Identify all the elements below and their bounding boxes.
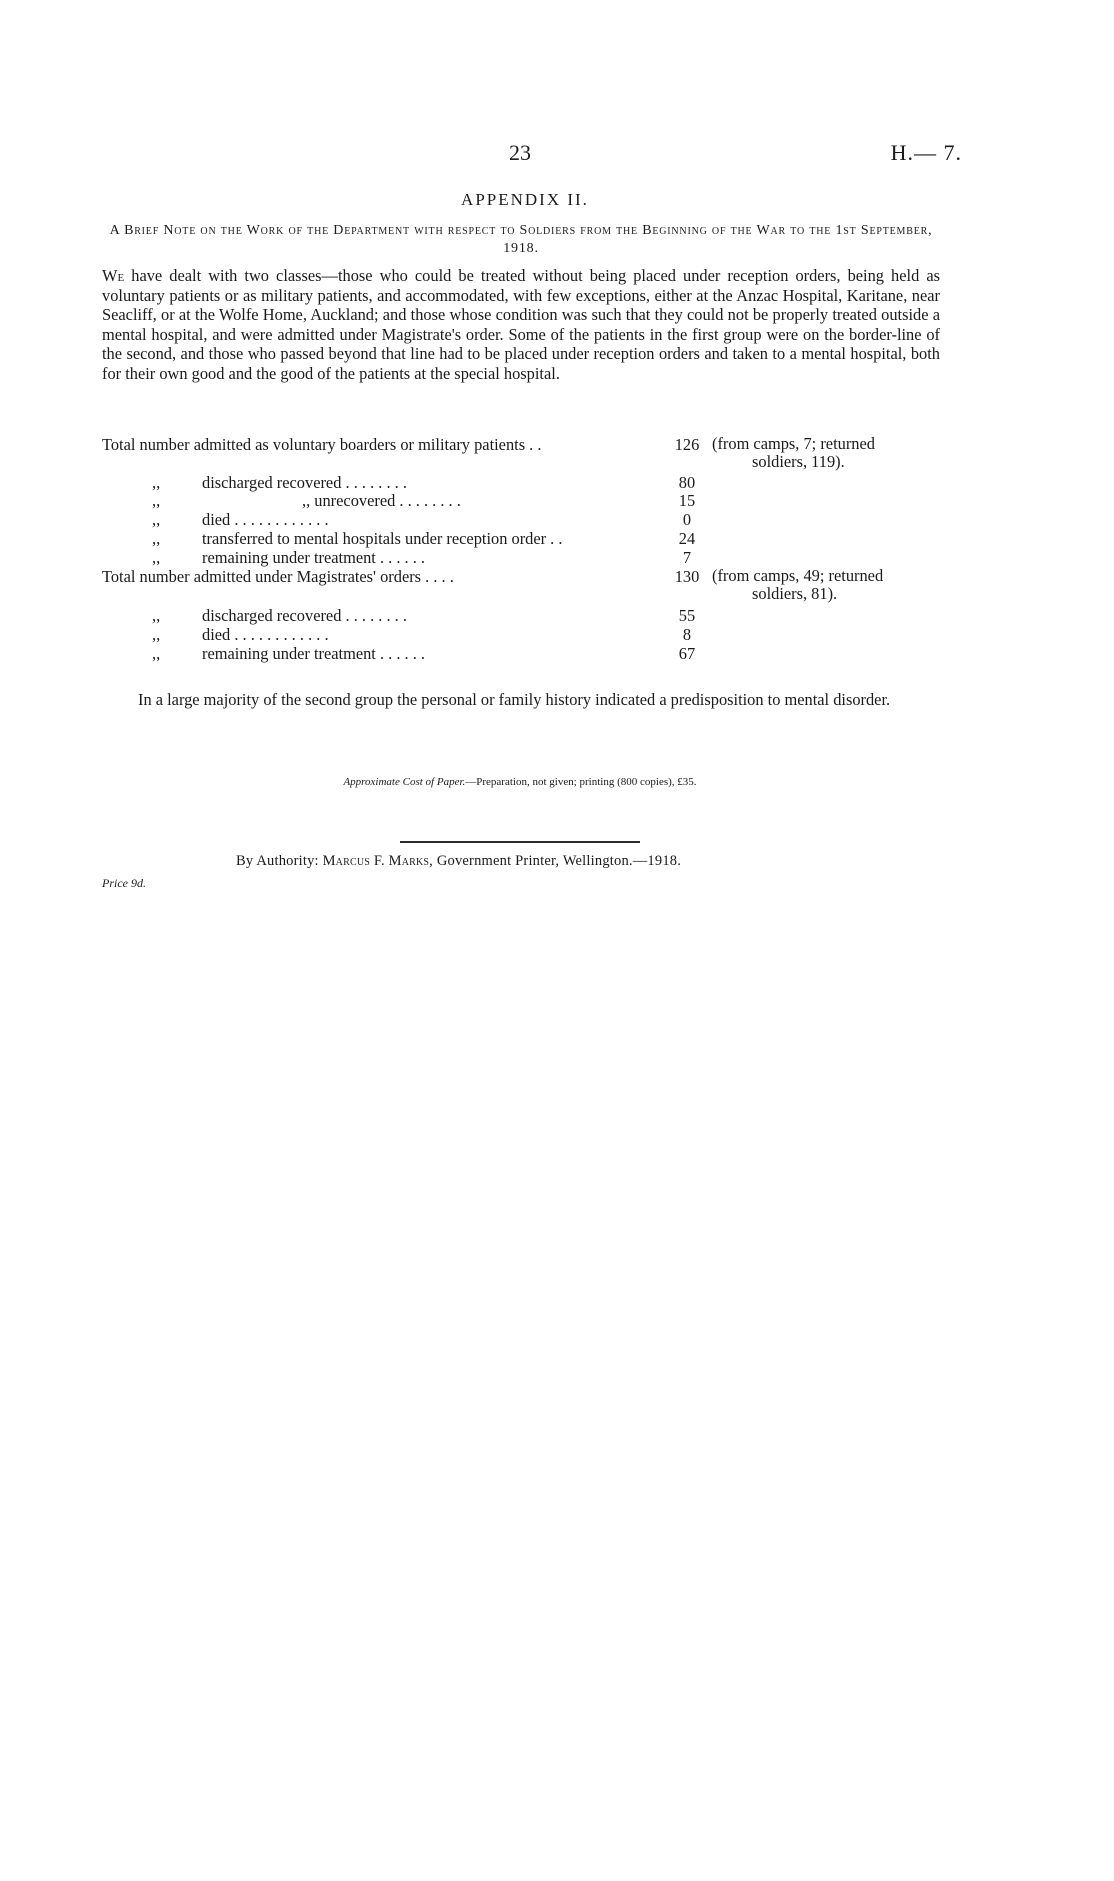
row-value: 80 — [678, 473, 696, 492]
ditto-mark: ,, — [152, 510, 161, 529]
table-row — [102, 491, 722, 511]
row-label: ,, unrecovered . . . . . . . . — [302, 491, 461, 510]
ditto-mark: ,, — [152, 548, 161, 567]
magistrates-total-value: 130 — [674, 567, 700, 586]
cost-text: —Preparation, not given; printing (800 copies), £35. — [465, 776, 697, 788]
intro-paragraph — [102, 266, 940, 384]
row-label: remaining under treatment . . . . . . — [202, 644, 426, 663]
magistrates-total-label: Total number admitted under Magistrates' orders . . . . — [102, 567, 454, 586]
table-row — [102, 473, 722, 493]
voluntary-total-row — [102, 434, 940, 471]
ditto-mark: ,, — [152, 606, 161, 625]
table-row — [102, 644, 722, 664]
row-label: died . . . . . . . . . . . . — [202, 510, 329, 529]
row-value: 15 — [678, 491, 696, 510]
note-title: A Brief Note on the Work of the Department with respect to Soldiers from the Beginning of the War to the 1st September, 1918. — [109, 223, 933, 256]
magistrates-note-line1: (from camps, 49; returned — [712, 566, 884, 585]
table-row — [102, 529, 722, 549]
table-row — [102, 548, 722, 568]
appendix-title: APPENDIX II. — [461, 190, 589, 209]
row-label: discharged recovered . . . . . . . . — [202, 606, 407, 625]
row-value: 0 — [682, 510, 692, 529]
page-number: 23 — [509, 140, 531, 165]
voluntary-total-value: 126 — [674, 435, 700, 454]
printer-name: Marcus F. Marks, — [322, 853, 434, 869]
row-value: 7 — [682, 548, 692, 567]
authority-prefix: By Authority: — [236, 853, 319, 869]
magistrates-note-line2: soldiers, 81). — [752, 584, 838, 603]
table-row — [102, 625, 722, 645]
intro-lead-word: We — [102, 266, 125, 285]
row-value: 24 — [678, 529, 696, 548]
magistrates-total-note — [712, 567, 940, 603]
ditto-mark: ,, — [152, 491, 161, 510]
authority-suffix: Government Printer, Wellington.—1918. — [436, 853, 682, 869]
magistrates-total-row — [102, 566, 940, 603]
voluntary-note-line2: soldiers, 119). — [752, 452, 845, 471]
row-label: transferred to mental hospitals under reception order . . — [202, 529, 563, 548]
row-label: discharged recovered . . . . . . . . — [202, 473, 407, 492]
ditto-mark: ,, — [152, 473, 161, 492]
voluntary-total-label: Total number admitted as voluntary boarders or military patients . . — [102, 435, 542, 454]
voluntary-note-line1: (from camps, 7; returned — [712, 434, 875, 453]
row-label: died . . . . . . . . . . . . — [202, 625, 329, 644]
printer-authority — [236, 853, 681, 870]
cost-of-paper-note — [0, 776, 1040, 788]
row-value: 8 — [682, 625, 692, 644]
row-value: 55 — [678, 606, 696, 625]
document-reference: H.— 7. — [890, 140, 962, 165]
row-label: remaining under treatment . . . . . . — [202, 548, 426, 567]
conclusion-paragraph: In a large majority of the second group the personal or family history indicated a predisposition to mental disorder. — [138, 690, 891, 709]
ditto-mark: ,, — [152, 529, 161, 548]
intro-text: have dealt with two classes—those who could be treated without being placed under reception orders, being held as voluntary patients or as military patients, and accommodated, with few exceptions, either at the Anzac Hospital, Karitane, near Seacliff, or at the Wolfe Home, Auckland; and those whose condition was such that they could not be properly treated outside a mental hospital, and were admitted under Magistrate's order. Some of the patients in the first group were on the border-line of the second, and those who passed beyond that line had to be placed under reception orders and taken to a mental hospital, both for their own good and the good of the patients at the special hospital. — [102, 266, 940, 383]
ditto-mark: ,, — [152, 644, 161, 663]
cost-label: Approximate Cost of Paper. — [343, 776, 466, 788]
price-label: Price 9d. — [102, 876, 146, 890]
row-value: 67 — [678, 644, 696, 663]
footer-divider — [400, 841, 640, 843]
voluntary-total-note — [712, 435, 940, 471]
table-row — [102, 606, 722, 626]
ditto-mark: ,, — [152, 625, 161, 644]
table-row — [102, 510, 722, 530]
